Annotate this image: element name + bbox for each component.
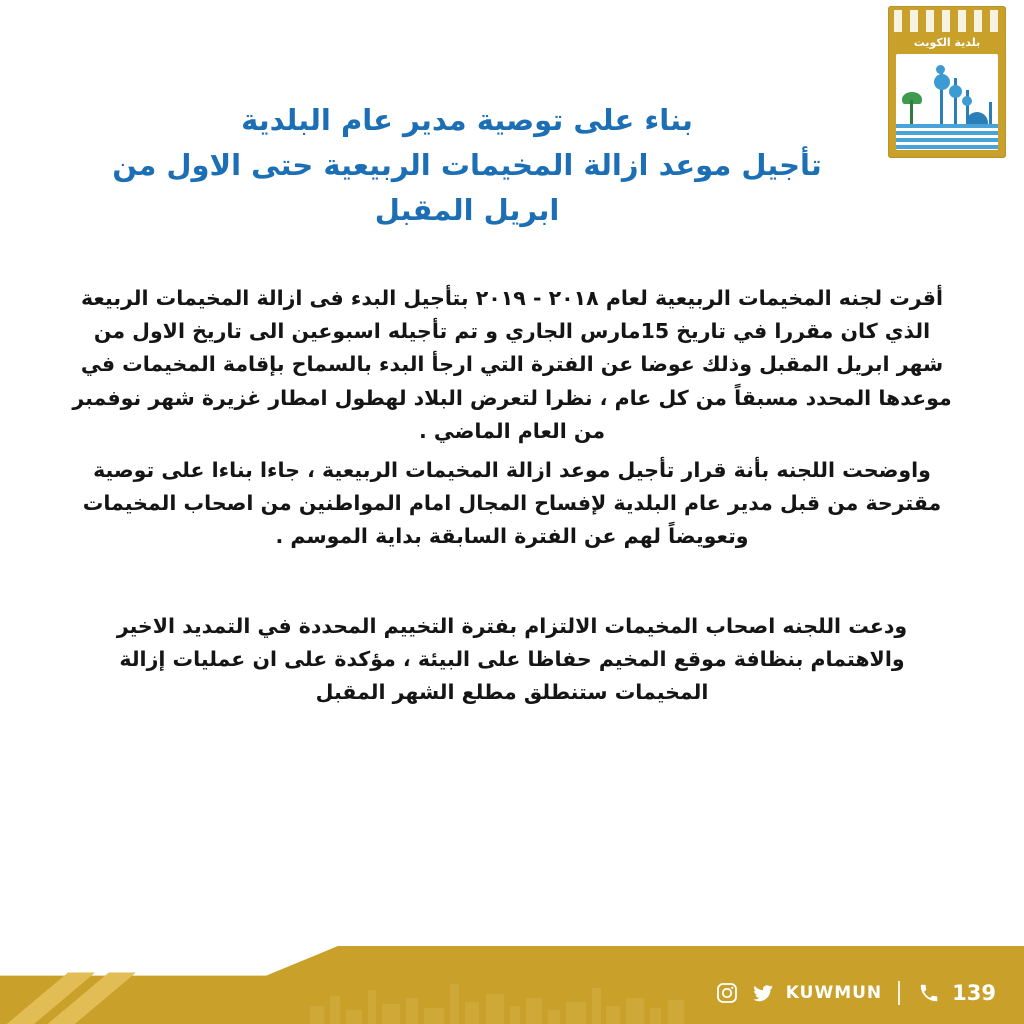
sea-waves-icon bbox=[896, 124, 998, 150]
social-links[interactable] bbox=[714, 980, 996, 1006]
phone-number: 139 bbox=[952, 981, 996, 1005]
logo-name-text: بلدية الكويت bbox=[913, 36, 981, 49]
footer-divider bbox=[898, 981, 900, 1005]
twitter-icon[interactable] bbox=[750, 980, 776, 1006]
page-title bbox=[60, 98, 874, 233]
footer-band bbox=[0, 946, 1024, 1024]
logo-illustration bbox=[896, 54, 998, 150]
paragraph-1: أقرت لجنه المخيمات الربيعية لعام ٢٠١٨ - ٢٠١٩ بتأجيل البدء فى ازالة المخيمات الربيعة الذي كان مقررا في تاريخ 15مارس الجاري و تم تأجيله اسبوعين الى تاريخ الاول من شهر ابريل المقبل وذلك عوضا عن الفترة التي ارجأ البدء بالسماح بإقامة المخيمات في موعدها المحدد مسبقاً من كل عام ، نظرا لتعرض البلاد لهطول امطار غزيرة شهر نوفمبر من العام الماضي . bbox=[72, 286, 952, 443]
headline-line-2: تأجيل موعد ازالة المخيمات الربيعية حتى الاول من bbox=[112, 147, 822, 182]
logo-crenellation bbox=[894, 10, 1000, 32]
paragraph-3: ودعت اللجنه اصحاب المخيمات الالتزام بفترة التخييم المحددة في التمديد الاخير والاهتمام بنظافة موقع المخيم حفاظا على البيئة ، مؤكدة على ان عمليات إزالة المخيمات ستنطلق مطلع الشهر المقبل bbox=[116, 613, 908, 705]
kuwait-municipality-logo bbox=[888, 6, 1006, 158]
article-body bbox=[72, 282, 952, 711]
headline-line-1: بناء على توصية مدير عام البلدية bbox=[241, 103, 693, 137]
instagram-icon[interactable] bbox=[714, 980, 740, 1006]
social-handle[interactable]: KUWMUN bbox=[785, 983, 883, 1003]
phone-icon bbox=[916, 980, 942, 1006]
paragraph-2: واوضحت اللجنه بأنة قرار تأجيل موعد ازالة المخيمات الربيعية ، جاءا بناءا على توصية مقترحة من قبل مدير عام البلدية لإفساح المجال امام المواطنين من اصحاب المخيمات وتعويضاً لهم عن الفترة السابقة بداية الموسم . bbox=[82, 458, 942, 549]
headline-line-3: ابريل المقبل bbox=[374, 192, 560, 227]
skyline-graphic bbox=[300, 968, 720, 1024]
